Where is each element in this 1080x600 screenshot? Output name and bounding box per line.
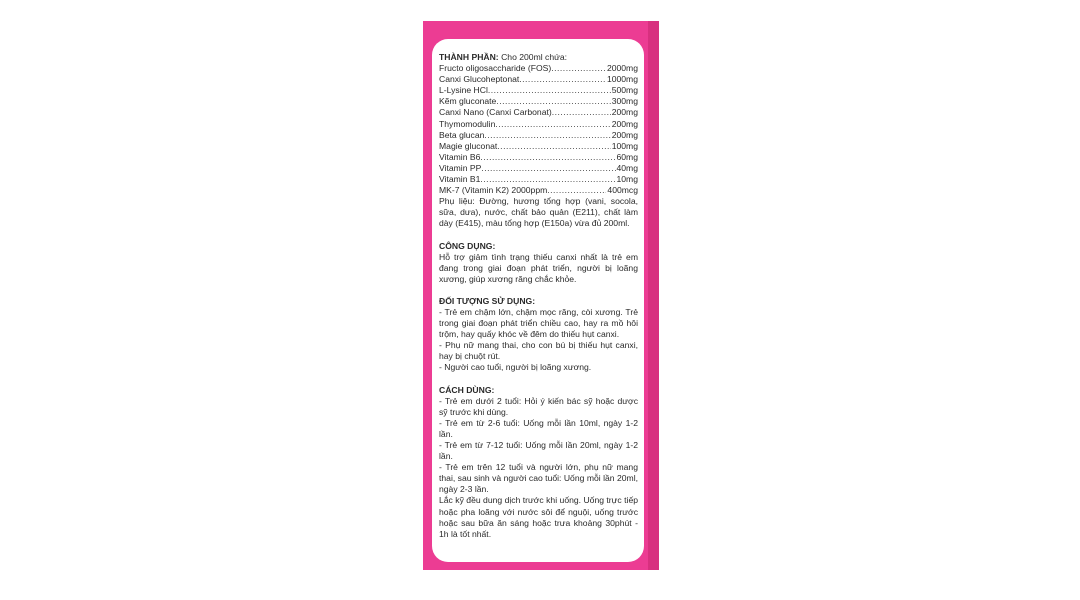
section-gap [439, 374, 638, 385]
target-users-heading: ĐỐI TƯỢNG SỬ DỤNG: [439, 295, 536, 306]
directions-line: - Trẻ em từ 7-12 tuổi: Uống mỗi lần 20ml, ngày 1-2 lần. [439, 440, 638, 462]
ingredients-intro: Cho 200ml chứa: [501, 52, 568, 62]
ingredient-amount: 500mg [611, 85, 638, 96]
ingredient-amount: 400mcg [607, 185, 638, 196]
ingredient-name: Kẽm gluconate [439, 96, 497, 107]
dot-leader [496, 96, 610, 107]
ingredients-heading: THÀNH PHẦN: [439, 52, 499, 62]
ingredient-name: Vitamin B6 [439, 151, 481, 162]
ingredient-row [439, 174, 638, 185]
dot-leader [495, 119, 610, 130]
ingredient-name: Beta glucan [439, 129, 485, 140]
ingredient-amount: 200mg [611, 118, 638, 129]
ingredient-row [439, 63, 638, 74]
dot-leader [480, 174, 615, 185]
directions-heading: CÁCH DÙNG: [439, 384, 495, 395]
excipients-text: Phụ liệu: Đường, hương tổng hợp (vani, socola, sữa, dưa), nước, chất bảo quản (E211), chất làm dày (E415), màu tổng hợp (E150a) vừa đủ 200ml. [439, 196, 638, 229]
ingredient-name: L-Lysine HCl [439, 85, 488, 96]
ingredient-amount: 300mg [611, 96, 638, 107]
target-users-line: - Người cao tuổi, người bị loãng xương. [439, 362, 592, 373]
ingredient-list [439, 63, 638, 196]
ingredient-name: MK-7 (Vitamin K2) 2000ppm [439, 185, 548, 196]
ingredient-name: Magie gluconat [439, 140, 498, 151]
uses-heading: CÔNG DỤNG: [439, 240, 496, 251]
directions-line: - Trẻ em dưới 2 tuổi: Hỏi ý kiến bác sỹ hoặc dược sỹ trước khi dùng. [439, 395, 638, 417]
dot-leader [481, 163, 615, 174]
ingredient-row [439, 107, 638, 118]
ingredient-row [439, 74, 638, 85]
target-users-line: - Phụ nữ mang thai, cho con bú bị thiếu hụt canxi, hay bị chuột rút. [439, 340, 638, 362]
dot-leader [552, 107, 611, 118]
ingredient-row [439, 96, 638, 107]
product-box-side [648, 21, 659, 570]
ingredient-amount: 40mg [616, 162, 638, 173]
ingredient-row [439, 85, 638, 96]
ingredient-name: Vitamin PP [439, 162, 482, 173]
dot-leader [551, 63, 606, 74]
ingredient-row [439, 163, 638, 174]
ingredient-amount: 100mg [611, 140, 638, 151]
target-users-line: - Trẻ em chậm lớn, chậm mọc răng, còi xương. Trẻ trong giai đoạn phát triển chiều cao, hay ra mồ hôi trộm, hay quấy khóc về đêm do thiếu hụt canxi. [439, 306, 638, 340]
ingredient-row [439, 119, 638, 130]
ingredient-name: Canxi Nano (Canxi Carbonat) [439, 107, 552, 118]
label-panel [432, 39, 644, 562]
section-gap [439, 230, 638, 241]
ingredient-name: Thymomodulin [439, 118, 496, 129]
ingredient-name: Vitamin B1 [439, 174, 481, 185]
label-content [439, 52, 638, 540]
dot-leader [488, 85, 611, 96]
ingredient-amount: 2000mg [606, 63, 638, 74]
ingredient-row [439, 152, 638, 163]
ingredient-name: Fructo oligosaccharide (FOS) [439, 63, 552, 74]
ingredient-amount: 1000mg [606, 74, 638, 85]
directions-line: - Trẻ em trên 12 tuổi và người lớn, phụ nữ mang thai, sau sinh và người cao tuổi: Uống mỗi lần 20ml, ngày 2-3 lần. [439, 462, 638, 495]
ingredient-amount: 10mg [616, 174, 638, 185]
dot-leader [484, 130, 610, 141]
ingredient-row [439, 141, 638, 152]
directions-line: Lắc kỹ đều dung dịch trước khi uống. Uống trực tiếp hoặc pha loãng với nước sôi để nguội, uống trước hoặc sau bữa ăn sáng hoặc trưa khoảng 30phút - 1h là tốt nhất. [439, 495, 638, 539]
ingredient-amount: 60mg [616, 151, 638, 162]
section-gap [439, 285, 638, 296]
ingredient-amount: 200mg [611, 107, 638, 118]
ingredient-row [439, 185, 638, 196]
ingredient-name: Canxi Glucoheptonat [439, 74, 520, 85]
directions-line: - Trẻ em từ 2-6 tuổi: Uống mỗi lần 10ml, ngày 1-2 lần. [439, 417, 638, 439]
ingredient-row [439, 130, 638, 141]
uses-text: Hỗ trợ giảm tình trạng thiếu canxi nhất là trẻ em đang trong giai đoạn phát triển, người bị loãng xương, giúp xương răng chắc khỏe. [439, 251, 638, 284]
dot-leader [547, 185, 606, 196]
dot-leader [497, 141, 610, 152]
ingredient-amount: 200mg [611, 129, 638, 140]
dot-leader [480, 152, 615, 163]
dot-leader [519, 74, 606, 85]
ingredients-title-line [439, 52, 638, 63]
